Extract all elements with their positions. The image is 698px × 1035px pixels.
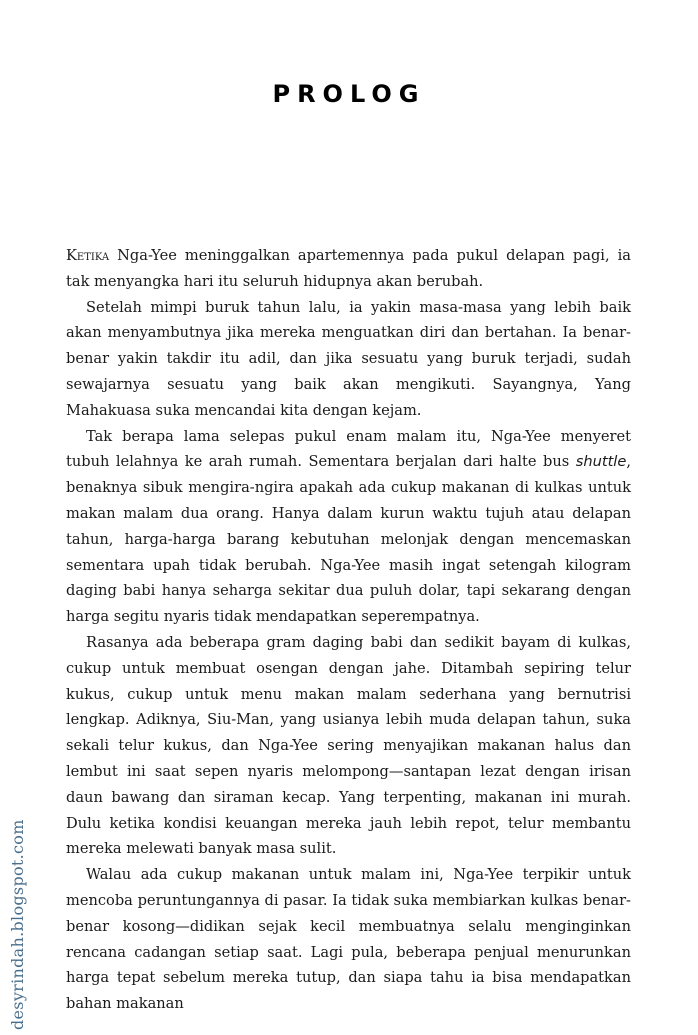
paragraph-2: Setelah mimpi buruk tahun lalu, ia yakin masa-masa yang lebih baik akan menyambutnya jika mereka menguatkan diri dan bertahan. Ia benar-benar yakin takdir itu adil, dan jika sesuatu yang buruk terjadi, sudah sewajarnya sesuatu yang baik akan mengikuti. Sayangnya, Yang Mahakuasa suka mencandai kita dengan kejam. [66, 298, 631, 419]
chapter-title: PROLOG [272, 80, 426, 109]
paragraph-4: Rasanya ada beberapa gram daging babi dan sedikit bayam di kulkas, cukup untuk membuat osengan dengan jahe. Ditambah sepiring telur kukus, cukup untuk menu makan malam sederhana yang bernutrisi lengkap. Adiknya, Siu-Man, yang usianya lebih muda delapan tahun, suka sekali telur kukus, dan Nga-Yee sering menyajikan makanan halus dan lembut ini saat sepen nyaris melompong—santapan lezat dengan irisan daun bawang dan siraman kecap. Yang terpenting, makanan ini murah. Dulu ketika kondisi keuangan mereka jauh lebih repot, telur membantu mereka melewati banyak masa sulit. [66, 633, 631, 858]
paragraph-1-text: Nga-Yee meninggalkan apartemennya pada pukul delapan pagi, ia tak menyangka hari itu seluruh hidupnya akan berubah. [66, 247, 631, 290]
paragraph-5: Walau ada cukup makanan untuk malam ini, Nga-Yee terpikir untuk mencoba peruntungannya di pasar. Ia tidak suka membiarkan kulkas benar-benar kosong—didikan sejak kecil membuatnya selalu menginginkan rencana cadangan setiap saat. Lagi pula, beberapa penjual menurunkan harga tepat sebelum mereka tutup, dan siapa tahu ia bisa mendapatkan bahan makanan [66, 866, 631, 1013]
paragraph-3 [66, 424, 631, 630]
paragraph-3-text-before: Tak berapa lama selepas pukul enam malam itu, Nga-Yee menyeret tubuh lelahnya ke arah rumah. Sementara berjalan dari halte bus [66, 427, 631, 471]
paragraph-3-text-after: , benaknya sibuk mengira-ngira apakah ada cukup makanan di kulkas untuk makan malam dua orang. Hanya dalam kurun waktu tujuh atau delapan tahun, harga-harga barang kebutuhan melonjak dengan mencemaskan sementara upah tidak berubah. Nga-Yee masih ingat setengah kilogram daging babi hanya seharga sekitar dua puluh dolar, tapi sekarang dengan harga segitu nyaris tidak mendapatkan seperempatnya. [66, 453, 631, 626]
watermark: desyrindah.blogspot.com [8, 819, 27, 1030]
paragraph-1 [66, 243, 631, 295]
lead-word: Ketika [66, 247, 110, 264]
chapter-body [66, 243, 631, 1017]
emphasis-word: shuttle [575, 453, 627, 471]
